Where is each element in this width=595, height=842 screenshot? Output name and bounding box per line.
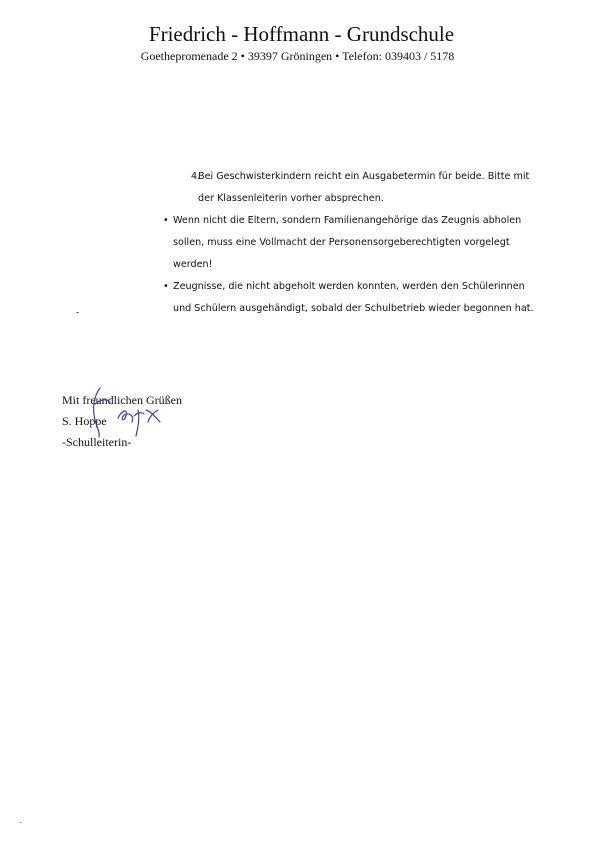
school-name: Friedrich - Hoffmann - Grundschule	[148, 22, 455, 46]
bullet-text: Zeugnisse, die nicht abgeholt werden konnten, werden den Schülerinnen und Schülern ausgehändigt, sobald der Schulbetrieb wieder begonnen hat.	[173, 281, 534, 314]
list-item-text: Bei Geschwisterkindern reicht ein Ausgabetermin für beide. Bitte mit der Klassenleiterin vorher absprechen.	[198, 171, 530, 204]
signatory-role: -Schulleiterin-	[62, 435, 132, 449]
signature-stroke	[134, 410, 160, 436]
closing-greeting: Mit freundlichen Grüßen	[62, 393, 182, 407]
list-number: 4.	[191, 171, 201, 182]
numbered-list-item	[163, 166, 543, 210]
bullet-list-item	[163, 210, 543, 276]
bullet-text: Wenn nicht die Eltern, sondern Familienangehörige das Zeugnis abholen sollen, muss eine Vollmacht der Personensorgeberechtigten vorgelegt werden!	[173, 215, 522, 270]
signature-stroke	[94, 388, 110, 437]
school-address: Goethepromenade 2 • 39397 Gröningen • Telefon: 039403 / 5178	[140, 49, 455, 63]
signatory-name: S. Hoppe	[62, 414, 107, 428]
scan-artifact	[76, 312, 79, 313]
bullet-marker: •	[163, 215, 169, 226]
handwritten-signature	[86, 382, 176, 442]
signature-stroke	[118, 411, 133, 422]
letterhead	[0, 22, 595, 63]
bullet-list-item	[163, 276, 543, 320]
bullet-marker: •	[163, 281, 169, 292]
letter-body	[163, 166, 543, 320]
scan-artifact	[20, 822, 22, 823]
